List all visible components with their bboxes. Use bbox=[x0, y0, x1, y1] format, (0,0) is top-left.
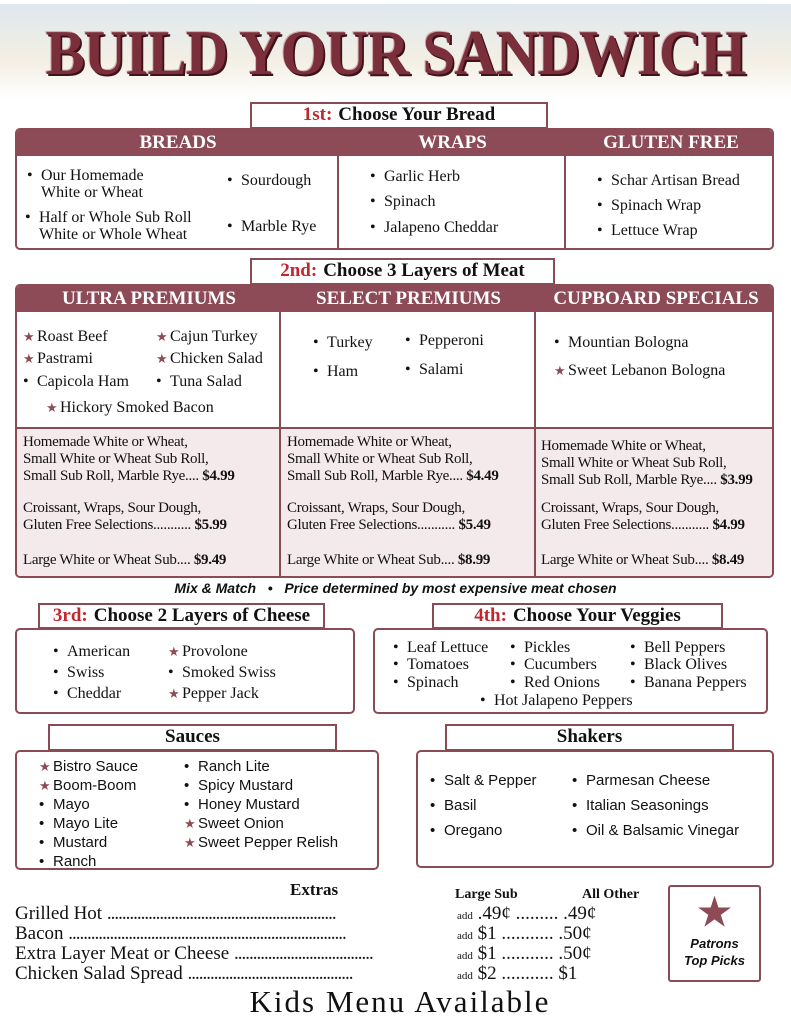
list-item: • Oil & Balsamic Vinegar bbox=[572, 822, 740, 839]
list-item: • Pickles bbox=[510, 639, 571, 656]
list-item: • Black Olives bbox=[630, 656, 728, 673]
header-cupboard-specials: CUPBOARD SPECIALS bbox=[536, 286, 774, 312]
legend-text: Top Picks bbox=[684, 953, 745, 968]
shakers-box bbox=[416, 750, 774, 868]
list-item: • Parmesan Cheese bbox=[572, 772, 711, 789]
price-group: Croissant, Wraps, Sour Dough, Gluten Free Selections........... $5.49 bbox=[287, 500, 491, 533]
list-item: • Sourdough bbox=[227, 172, 312, 189]
list-item: ★ Boom-Boom bbox=[39, 777, 137, 794]
list-item: • Lettuce Wrap bbox=[597, 222, 698, 239]
list-item: • Banana Peppers bbox=[630, 674, 747, 691]
step2-label bbox=[250, 258, 555, 285]
list-item: ★ Sweet Lebanon Bologna bbox=[554, 362, 726, 379]
extras-heading: Extras bbox=[290, 880, 339, 899]
list-item: • Leaf Lettuce bbox=[393, 639, 489, 656]
list-item: • Mayo Lite bbox=[39, 815, 119, 832]
header-select-premiums: SELECT PREMIUMS bbox=[281, 286, 536, 312]
list-item: ★ Roast Beef bbox=[23, 328, 108, 345]
price-group: Large White or Wheat Sub.... $9.49 bbox=[23, 552, 227, 568]
list-item: • Tomatoes bbox=[393, 656, 469, 673]
step-number: 1st: bbox=[302, 104, 333, 125]
sauces-box bbox=[15, 750, 379, 870]
step-number: 2nd: bbox=[280, 260, 318, 281]
list-item: • Turkey bbox=[313, 334, 373, 351]
step-number: 3rd: bbox=[52, 605, 88, 626]
divider bbox=[564, 156, 566, 250]
list-item: • American bbox=[53, 643, 131, 660]
sauces-label: Sauces bbox=[48, 724, 337, 751]
list-item: • Schar Artisan Bread bbox=[597, 172, 740, 189]
list-item: • Cucumbers bbox=[510, 656, 597, 673]
list-item: • Bell Peppers bbox=[630, 639, 726, 656]
list-item: • Pepperoni bbox=[405, 332, 484, 349]
col-large-sub: Large Sub bbox=[455, 887, 518, 902]
list-item: • Honey Mustard bbox=[184, 796, 300, 813]
cheese-box bbox=[15, 628, 355, 714]
divider bbox=[337, 156, 339, 250]
list-item: ★ Cajun Turkey bbox=[156, 328, 258, 345]
list-item: ★ Bistro Sauce bbox=[39, 758, 139, 775]
list-item: ★ Pastrami bbox=[23, 350, 93, 367]
divider bbox=[279, 312, 281, 578]
price-group: Large White or Wheat Sub.... $8.49 bbox=[541, 552, 745, 568]
divider bbox=[534, 312, 536, 578]
list-item: • Cheddar bbox=[53, 685, 122, 702]
list-item: • Capicola Ham bbox=[23, 373, 129, 390]
price-group: Homemade White or Wheat, Small White or Wheat Sub Roll, Small Sub Roll, Marble Rye.... $3.99 bbox=[541, 438, 753, 488]
list-item: • Salami bbox=[405, 361, 464, 378]
step-number: 4th: bbox=[474, 605, 507, 626]
title-banner bbox=[0, 4, 791, 99]
header-breads: BREADS bbox=[17, 130, 339, 156]
list-item: • Our Homemade White or Wheat bbox=[27, 167, 144, 201]
step-text: Choose 2 Layers of Cheese bbox=[93, 605, 311, 626]
header-ultra-premiums: ULTRA PREMIUMS bbox=[17, 286, 281, 312]
list-item: • Tuna Salad bbox=[156, 373, 242, 390]
step4-label bbox=[432, 603, 723, 629]
list-item: • Spinach bbox=[393, 674, 459, 691]
list-item: ★ Hickory Smoked Bacon bbox=[46, 399, 214, 416]
list-item: • Spinach bbox=[370, 193, 436, 210]
kids-menu-note: Kids Menu Available bbox=[249, 984, 551, 1019]
veggies-box bbox=[373, 628, 768, 714]
extras-prices: add .49¢ ......... .49¢ add $1 ........... .50¢ add $1 ........... .50¢ add $2 ........... $1 bbox=[452, 902, 667, 986]
mix-match-note: Mix & Match • Price determined by most expensive meat chosen bbox=[174, 580, 617, 596]
list-item: • Marble Rye bbox=[227, 218, 317, 235]
extras-row: Chicken Salad Spread ............................................ bbox=[15, 963, 353, 984]
list-item: • Oregano bbox=[430, 822, 503, 839]
meat-box bbox=[15, 284, 774, 578]
list-item: • Ham bbox=[313, 363, 359, 380]
list-item: • Mountian Bologna bbox=[554, 334, 689, 351]
price-group: Large White or Wheat Sub.... $8.99 bbox=[287, 552, 491, 568]
step3-label bbox=[38, 603, 325, 629]
header-wraps: WRAPS bbox=[339, 130, 566, 156]
list-item: • Ranch Lite bbox=[184, 758, 270, 775]
step-text: Choose 3 Layers of Meat bbox=[323, 260, 525, 281]
list-item: • Mayo bbox=[39, 796, 90, 813]
page-title: BUILD YOUR SANDWICH bbox=[45, 17, 746, 88]
step-text: Choose Your Veggies bbox=[512, 605, 681, 626]
header-gluten-free: GLUTEN FREE bbox=[566, 130, 774, 156]
extras-row: Grilled Hot ............................................................. bbox=[15, 903, 336, 924]
list-item: • Swiss bbox=[53, 664, 105, 681]
list-item: • Jalapeno Cheddar bbox=[370, 219, 499, 236]
list-item: ★ Chicken Salad bbox=[156, 350, 263, 367]
price-group: Croissant, Wraps, Sour Dough, Gluten Free Selections........... $4.99 bbox=[541, 500, 745, 533]
bread-box bbox=[15, 128, 774, 250]
patrons-top-picks-legend bbox=[668, 885, 761, 982]
list-item: • Hot Jalapeno Peppers bbox=[480, 692, 633, 709]
list-item: • Basil bbox=[430, 797, 477, 814]
extras-row: Extra Layer Meat or Cheese ..................................... bbox=[15, 943, 373, 964]
list-item: • Red Onions bbox=[510, 674, 600, 691]
list-item: • Half or Whole Sub Roll White or Whole Wheat bbox=[25, 209, 192, 243]
col-all-other: All Other bbox=[582, 887, 640, 902]
list-item: ★ Sweet Onion bbox=[184, 815, 284, 832]
price-group: Homemade White or Wheat, Small White or Wheat Sub Roll, Small Sub Roll, Marble Rye.... $4.49 bbox=[287, 434, 499, 484]
list-item: • Garlic Herb bbox=[370, 168, 460, 185]
legend-text: Patrons bbox=[690, 936, 739, 951]
list-item: • Spicy Mustard bbox=[184, 777, 294, 794]
shakers-label: Shakers bbox=[445, 724, 734, 751]
list-item: ★ Sweet Pepper Relish bbox=[184, 834, 339, 851]
list-item: • Mustard bbox=[39, 834, 108, 851]
list-item: • Italian Seasonings bbox=[572, 797, 709, 814]
step-text: Choose Your Bread bbox=[338, 104, 496, 125]
list-item: • Spinach Wrap bbox=[597, 197, 702, 214]
star-icon: ★ bbox=[697, 892, 732, 934]
price-group: Croissant, Wraps, Sour Dough, Gluten Free Selections........... $5.99 bbox=[23, 500, 227, 533]
list-item: • Salt & Pepper bbox=[430, 772, 537, 789]
list-item: ★ Provolone bbox=[168, 643, 248, 660]
price-group: Homemade White or Wheat, Small White or Wheat Sub Roll, Small Sub Roll, Marble Rye.... $4.99 bbox=[23, 434, 235, 484]
list-item: • Ranch bbox=[39, 853, 97, 870]
list-item: ★ Pepper Jack bbox=[168, 685, 259, 702]
extras-row: Bacon .......................................................................... bbox=[15, 923, 346, 944]
step1-label bbox=[250, 102, 548, 129]
list-item: • Smoked Swiss bbox=[168, 664, 276, 681]
